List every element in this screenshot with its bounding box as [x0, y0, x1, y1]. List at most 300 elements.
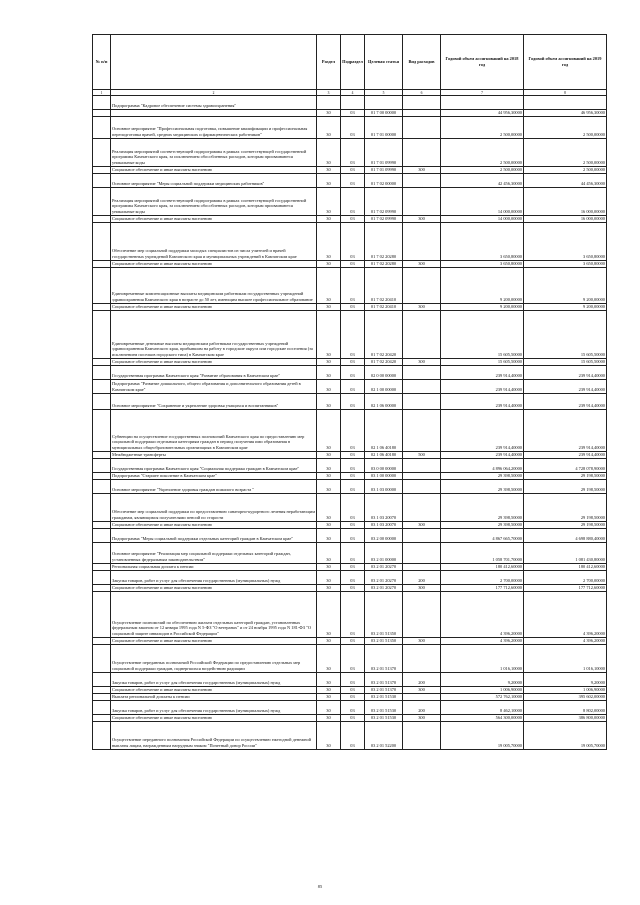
cell-amount-2019: 29 198,50000: [524, 472, 607, 479]
cell-razdel: 30: [317, 110, 341, 117]
col-header-podrazdel: Подраздел: [341, 35, 365, 90]
table-row: [93, 714, 607, 721]
cell-number: [93, 365, 111, 379]
cell-number: [93, 267, 111, 303]
cell-vr: 200: [403, 700, 441, 714]
cell-vr: [403, 173, 441, 187]
cell-razdel: 30: [317, 215, 341, 222]
cell-podrazdel: 03: [341, 528, 365, 542]
cell-razdel: 30: [317, 584, 341, 591]
cell-amount-2019: 15 605,50000: [524, 358, 607, 365]
cell-csr: 03 1 03 00000: [365, 479, 403, 493]
cell-csr: 03 2 01 51350: [365, 637, 403, 644]
cell-vr: [403, 267, 441, 303]
cell-amount-2019: 395 602,00000: [524, 693, 607, 700]
col-header-razdel: Раздел: [317, 35, 341, 90]
cell-amount-2018: 177 712,60000: [441, 584, 524, 591]
cell-amount-2019: 2 700,00000: [524, 570, 607, 584]
cell-csr: 03 2 01 00000: [365, 542, 403, 563]
cell-vr: [403, 472, 441, 479]
cell-csr: 02 1 00 00000: [365, 379, 403, 393]
cell-amount-2019: 1 016,10000: [524, 644, 607, 672]
cell-razdel: 30: [317, 493, 341, 521]
cell-number: [93, 686, 111, 693]
cell-podrazdel: 03: [341, 222, 365, 260]
cell-razdel: 30: [317, 479, 341, 493]
cell-amount-2019: 16 000,00000: [524, 215, 607, 222]
cell-vr: [403, 493, 441, 521]
cell-podrazdel: 03: [341, 479, 365, 493]
cell-vr: [403, 365, 441, 379]
cell-name: Социальное обеспечение и иные выплаты населению: [111, 521, 317, 528]
cell-amount-2018: 3 650,80000: [441, 222, 524, 260]
col-index: 6: [403, 90, 441, 96]
table-row: [93, 187, 607, 215]
cell-vr: 300: [403, 686, 441, 693]
table-row: [93, 138, 607, 166]
cell-vr: [403, 591, 441, 637]
col-header-csr: Целевая статья: [365, 35, 403, 90]
cell-name: [111, 110, 317, 117]
cell-amount-2019: 19 005,70000: [524, 721, 607, 749]
cell-amount-2018: 2 700,00000: [441, 570, 524, 584]
cell-amount-2018: 4 396,20000: [441, 637, 524, 644]
cell-number: [93, 310, 111, 358]
cell-number: [93, 187, 111, 215]
cell-csr: 02 1 06 40180: [365, 451, 403, 458]
cell-amount-2018: [441, 96, 524, 110]
cell-number: [93, 714, 111, 721]
cell-podrazdel: 03: [341, 215, 365, 222]
cell-razdel: 30: [317, 521, 341, 528]
cell-csr: 03 2 01 51370: [365, 686, 403, 693]
cell-amount-2019: 4 396,20000: [524, 591, 607, 637]
cell-amount-2018: 14 000,00000: [441, 187, 524, 215]
table-row: [93, 542, 607, 563]
table-row: [93, 358, 607, 365]
cell-podrazdel: 03: [341, 267, 365, 303]
cell-name: Обеспечение мер социальной поддержки молодых специалистов из числа учителей и врачей государственных учреждений Камчатского края и муниципальных учреждений в Камчатском крае: [111, 222, 317, 260]
page-number: 85: [317, 884, 323, 889]
cell-podrazdel: 03: [341, 138, 365, 166]
cell-number: [93, 584, 111, 591]
cell-csr: 02 1 06 40180: [365, 409, 403, 451]
cell-amount-2018: 239 914,40000: [441, 379, 524, 393]
cell-amount-2019: 1 081 430,80000: [524, 542, 607, 563]
cell-csr: 03 1 03 20070: [365, 493, 403, 521]
cell-name: Социальное обеспечение и иные выплаты населению: [111, 303, 317, 310]
cell-number: [93, 166, 111, 173]
cell-razdel: 30: [317, 173, 341, 187]
cell-vr: 300: [403, 215, 441, 222]
cell-amount-2018: 29 398,50000: [441, 493, 524, 521]
cell-name: Единовременные денежные выплаты медицинским работникам государственных учреждений здравоохранения Камчатского края, прибывшим на работу в городские округа или городские поселения (за исключением поселков городского типа) в Камчатском крае: [111, 310, 317, 358]
table-row: [93, 222, 607, 260]
table-row: [93, 310, 607, 358]
cell-name: Основное мероприятие "Меры социальной поддержки медицинских работников": [111, 173, 317, 187]
cell-razdel: 30: [317, 472, 341, 479]
cell-amount-2019: 239 914,40000: [524, 365, 607, 379]
cell-csr: [365, 96, 403, 110]
col-index: 1: [93, 90, 111, 96]
cell-csr: 03 2 01 52200: [365, 721, 403, 749]
cell-number: [93, 116, 111, 138]
cell-podrazdel: 03: [341, 458, 365, 472]
cell-csr: 01 7 01 09990: [365, 166, 403, 173]
cell-number: [93, 458, 111, 472]
cell-razdel: 30: [317, 138, 341, 166]
table-row: [93, 528, 607, 542]
cell-csr: 01 7 01 09990: [365, 138, 403, 166]
cell-podrazdel: 03: [341, 637, 365, 644]
cell-amount-2019: 1 006,90000: [524, 686, 607, 693]
cell-csr: 01 7 02 20420: [365, 310, 403, 358]
cell-amount-2018: 14 000,00000: [441, 215, 524, 222]
table-row: [93, 451, 607, 458]
table-row: [93, 215, 607, 222]
cell-name: Основное мероприятие "Сохранение и укрепление здоровья учащихся и воспитанников": [111, 393, 317, 409]
cell-podrazdel: 03: [341, 584, 365, 591]
cell-podrazdel: 03: [341, 721, 365, 749]
table-row: [93, 409, 607, 451]
col-index: 2: [111, 90, 317, 96]
table-row: [93, 96, 607, 110]
table-row: [93, 472, 607, 479]
cell-name: Социальное обеспечение и иные выплаты населению: [111, 215, 317, 222]
cell-number: [93, 542, 111, 563]
cell-csr: 03 1 00 00000: [365, 472, 403, 479]
cell-name: Социальное обеспечение и иные выплаты населению: [111, 358, 317, 365]
cell-name: Обеспечение мер социальной поддержки по предоставлению санаторно-курортного лечения неработающим гражданам, являющимся получателями пенсий по старости: [111, 493, 317, 521]
cell-podrazdel: 03: [341, 563, 365, 570]
cell-podrazdel: 03: [341, 472, 365, 479]
cell-number: [93, 215, 111, 222]
cell-podrazdel: 03: [341, 700, 365, 714]
col-index: 8: [524, 90, 607, 96]
cell-razdel: 30: [317, 528, 341, 542]
cell-razdel: 30: [317, 379, 341, 393]
cell-amount-2019: 44 456,30000: [524, 173, 607, 187]
cell-csr: 01 7 01 00000: [365, 116, 403, 138]
cell-amount-2019: 386 800,00000: [524, 714, 607, 721]
cell-csr: 03 0 00 00000: [365, 458, 403, 472]
cell-csr: 01 7 02 09990: [365, 215, 403, 222]
cell-csr: 01 7 02 20410: [365, 303, 403, 310]
cell-amount-2018: 42 456,30000: [441, 173, 524, 187]
cell-name: Закупка товаров, работ и услуг для обеспечения государственных (муниципальных) нужд: [111, 700, 317, 714]
cell-name: Государственная программа Камчатского края "Развитие образования в Камчатском крае": [111, 365, 317, 379]
cell-razdel: 30: [317, 365, 341, 379]
table-row: [93, 721, 607, 749]
cell-vr: 300: [403, 521, 441, 528]
cell-amount-2019: 239 914,40000: [524, 409, 607, 451]
cell-amount-2019: 9 200,00000: [524, 303, 607, 310]
cell-vr: [403, 393, 441, 409]
cell-csr: 03 2 01 20270: [365, 563, 403, 570]
cell-razdel: 30: [317, 260, 341, 267]
cell-amount-2019: 239 914,40000: [524, 393, 607, 409]
col-header-2019: Годовой объем ассигнований на 2019 год: [524, 35, 607, 90]
col-header-vr: Вид расходов: [403, 35, 441, 90]
cell-podrazdel: 03: [341, 110, 365, 117]
cell-amount-2019: 239 914,40000: [524, 379, 607, 393]
table-row: [93, 686, 607, 693]
cell-number: [93, 528, 111, 542]
cell-name: Закупка товаров, работ и услуг для обеспечения государственных (муниципальных) нужд: [111, 672, 317, 686]
cell-number: [93, 138, 111, 166]
cell-amount-2019: 177 712,60000: [524, 584, 607, 591]
cell-name: Осуществление переданных полномочий Российской Федерации по предоставлению отдельных мер социальной поддержки граждан, подвергшихся воздействию радиации: [111, 644, 317, 672]
cell-amount-2018: 4 396,20000: [441, 591, 524, 637]
cell-podrazdel: 03: [341, 260, 365, 267]
cell-csr: 01 7 02 20420: [365, 358, 403, 365]
cell-podrazdel: 03: [341, 358, 365, 365]
cell-number: [93, 110, 111, 117]
cell-vr: [403, 96, 441, 110]
budget-table: [92, 34, 607, 750]
cell-name: Подпрограмма "Развитие дошкольного, общего образования и дополнительного образования детей в Камчатском крае": [111, 379, 317, 393]
cell-csr: 03 2 01 51530: [365, 714, 403, 721]
cell-amount-2019: 29 198,50000: [524, 521, 607, 528]
cell-number: [93, 672, 111, 686]
table-row: [93, 365, 607, 379]
cell-vr: [403, 693, 441, 700]
col-header-name: [111, 35, 317, 90]
cell-vr: 500: [403, 451, 441, 458]
cell-podrazdel: 03: [341, 187, 365, 215]
cell-amount-2018: 44 956,30000: [441, 110, 524, 117]
cell-name: Основное мероприятие "Реализация мер социальной поддержки отдельных категорий граждан, установленных федеральным законодательством": [111, 542, 317, 563]
cell-amount-2019: 9,20000: [524, 672, 607, 686]
cell-csr: 03 2 01 20270: [365, 584, 403, 591]
cell-number: [93, 358, 111, 365]
cell-razdel: 30: [317, 409, 341, 451]
cell-podrazdel: 03: [341, 591, 365, 637]
cell-amount-2018: 2 500,00000: [441, 138, 524, 166]
cell-name: Социальное обеспечение и иные выплаты населению: [111, 686, 317, 693]
cell-razdel: [317, 96, 341, 110]
cell-amount-2019: 29 198,50000: [524, 479, 607, 493]
cell-amount-2018: 239 914,40000: [441, 365, 524, 379]
cell-razdel: 30: [317, 563, 341, 570]
cell-csr: 01 7 02 20280: [365, 260, 403, 267]
cell-vr: [403, 458, 441, 472]
table-row: [93, 637, 607, 644]
cell-podrazdel: 03: [341, 303, 365, 310]
table-row: [93, 458, 607, 472]
table-row: [93, 173, 607, 187]
cell-csr: 03 2 00 00000: [365, 528, 403, 542]
cell-csr: 03 1 03 20070: [365, 521, 403, 528]
cell-podrazdel: 03: [341, 672, 365, 686]
cell-razdel: 30: [317, 116, 341, 138]
cell-razdel: 30: [317, 672, 341, 686]
cell-amount-2019: 16 000,00000: [524, 187, 607, 215]
cell-vr: 300: [403, 358, 441, 365]
cell-csr: 03 2 01 51530: [365, 700, 403, 714]
cell-number: [93, 260, 111, 267]
table-row: [93, 644, 607, 672]
cell-name: Закупка товаров, работ и услуг для обеспечения государственных (муниципальных) нужд: [111, 570, 317, 584]
cell-vr: [403, 409, 441, 451]
cell-amount-2019: 4 698 880,40000: [524, 528, 607, 542]
cell-name: Социальное обеспечение и иные выплаты населению: [111, 166, 317, 173]
cell-razdel: 30: [317, 591, 341, 637]
cell-amount-2018: 3 650,80000: [441, 260, 524, 267]
cell-csr: 01 7 02 09990: [365, 187, 403, 215]
cell-amount-2018: 1 016,10000: [441, 644, 524, 672]
table-row: [93, 303, 607, 310]
table-row: [93, 700, 607, 714]
cell-podrazdel: 03: [341, 166, 365, 173]
cell-razdel: 30: [317, 303, 341, 310]
table-row: [93, 521, 607, 528]
cell-number: [93, 96, 111, 110]
budget-table-sheet: [92, 34, 606, 750]
cell-name: Государственная программа Камчатского края "Социальная поддержка граждан в Камчатском крае": [111, 458, 317, 472]
cell-vr: 200: [403, 672, 441, 686]
cell-amount-2019: 8 802,00000: [524, 700, 607, 714]
cell-name: Единовременные компенсационные выплаты медицинским работникам государственных учреждений здравоохранения Камчатского края в возрасте до 50 лет, имеющим высшее профессиональное образование: [111, 267, 317, 303]
cell-amount-2018: 180 412,60000: [441, 563, 524, 570]
table-row: [93, 493, 607, 521]
col-header-number: № п/п: [93, 35, 111, 90]
cell-amount-2019: [524, 96, 607, 110]
cell-name: Осуществление переданного полномочия Российской Федерации по осуществлению ежегодной денежной выплаты лицам, награжденным нагрудным знаком "Почетный донор России": [111, 721, 317, 749]
cell-podrazdel: [341, 96, 365, 110]
cell-csr: 03 2 01 20270: [365, 570, 403, 584]
cell-amount-2019: 15 605,50000: [524, 310, 607, 358]
table-row: [93, 591, 607, 637]
cell-number: [93, 570, 111, 584]
cell-number: [93, 479, 111, 493]
cell-amount-2018: 564 300,00000: [441, 714, 524, 721]
cell-amount-2019: 4 728 078,90000: [524, 458, 607, 472]
cell-number: [93, 173, 111, 187]
cell-amount-2018: 239 914,40000: [441, 451, 524, 458]
cell-amount-2019: 9 200,00000: [524, 267, 607, 303]
cell-amount-2019: 180 412,60000: [524, 563, 607, 570]
cell-vr: 300: [403, 166, 441, 173]
cell-vr: [403, 310, 441, 358]
cell-number: [93, 563, 111, 570]
cell-amount-2018: 19 005,70000: [441, 721, 524, 749]
table-row: [93, 479, 607, 493]
cell-amount-2018: 1 058 701,70000: [441, 542, 524, 563]
cell-amount-2019: 29 198,50000: [524, 493, 607, 521]
cell-razdel: 30: [317, 686, 341, 693]
cell-number: [93, 451, 111, 458]
cell-number: [93, 493, 111, 521]
cell-podrazdel: 03: [341, 521, 365, 528]
cell-podrazdel: 03: [341, 686, 365, 693]
cell-podrazdel: 03: [341, 644, 365, 672]
cell-amount-2019: 2 500,00000: [524, 116, 607, 138]
cell-vr: [403, 644, 441, 672]
cell-razdel: 30: [317, 358, 341, 365]
cell-name: Социальное обеспечение и иные выплаты населению: [111, 714, 317, 721]
cell-vr: [403, 721, 441, 749]
cell-podrazdel: 03: [341, 365, 365, 379]
cell-vr: [403, 110, 441, 117]
cell-razdel: 30: [317, 700, 341, 714]
cell-name: Подпрограмма "Старшее поколение в Камчатском крае": [111, 472, 317, 479]
cell-vr: [403, 116, 441, 138]
table-row: [93, 570, 607, 584]
cell-csr: 01 7 02 20280: [365, 222, 403, 260]
cell-vr: 300: [403, 714, 441, 721]
cell-vr: 200: [403, 570, 441, 584]
cell-csr: 03 2 01 51370: [365, 672, 403, 686]
cell-podrazdel: 03: [341, 714, 365, 721]
cell-amount-2018: 9,20000: [441, 672, 524, 686]
cell-podrazdel: 03: [341, 409, 365, 451]
cell-amount-2018: 8 462,10000: [441, 700, 524, 714]
col-index: 4: [341, 90, 365, 96]
cell-vr: 300: [403, 303, 441, 310]
cell-amount-2018: 29 398,50000: [441, 521, 524, 528]
cell-number: [93, 303, 111, 310]
cell-number: [93, 693, 111, 700]
cell-podrazdel: 03: [341, 693, 365, 700]
cell-csr: 03 2 01 51350: [365, 591, 403, 637]
table-header-row: [93, 35, 607, 90]
cell-amount-2019: 46 956,30000: [524, 110, 607, 117]
cell-name: Социальное обеспечение и иные выплаты населению: [111, 637, 317, 644]
cell-amount-2018: 29 398,50000: [441, 472, 524, 479]
cell-name: Подпрограмма "Кадровое обеспечение системы здравоохранения": [111, 96, 317, 110]
cell-podrazdel: 03: [341, 393, 365, 409]
cell-vr: [403, 542, 441, 563]
cell-podrazdel: 03: [341, 542, 365, 563]
cell-vr: 300: [403, 584, 441, 591]
cell-amount-2018: 1 006,90000: [441, 686, 524, 693]
cell-amount-2018: 15 605,50000: [441, 358, 524, 365]
cell-number: [93, 472, 111, 479]
cell-razdel: 30: [317, 570, 341, 584]
cell-razdel: 30: [317, 267, 341, 303]
cell-number: [93, 637, 111, 644]
cell-number: [93, 393, 111, 409]
cell-csr: 02 1 06 00000: [365, 393, 403, 409]
cell-razdel: 30: [317, 714, 341, 721]
cell-amount-2018: 15 605,50000: [441, 310, 524, 358]
cell-amount-2018: 239 914,40000: [441, 409, 524, 451]
cell-vr: [403, 222, 441, 260]
cell-csr: 02 0 00 00000: [365, 365, 403, 379]
cell-amount-2018: 239 914,40000: [441, 393, 524, 409]
cell-amount-2018: 9 200,00000: [441, 303, 524, 310]
cell-name: Подпрограмма "Меры социальной поддержки отдельных категорий граждан в Камчатском крае": [111, 528, 317, 542]
cell-razdel: 30: [317, 166, 341, 173]
cell-razdel: 30: [317, 458, 341, 472]
cell-vr: [403, 563, 441, 570]
cell-vr: 300: [403, 637, 441, 644]
cell-amount-2018: 29 398,50000: [441, 479, 524, 493]
cell-amount-2018: 9 200,00000: [441, 267, 524, 303]
cell-number: [93, 721, 111, 749]
cell-name: Основное мероприятие "Укрепление здоровья граждан пожилого возраста ": [111, 479, 317, 493]
col-index: 5: [365, 90, 403, 96]
cell-number: [93, 222, 111, 260]
cell-razdel: 30: [317, 187, 341, 215]
cell-amount-2019: 3 650,80000: [524, 222, 607, 260]
table-row: [93, 260, 607, 267]
cell-razdel: 30: [317, 693, 341, 700]
cell-amount-2018: 2 500,00000: [441, 116, 524, 138]
cell-vr: [403, 528, 441, 542]
cell-podrazdel: 03: [341, 173, 365, 187]
